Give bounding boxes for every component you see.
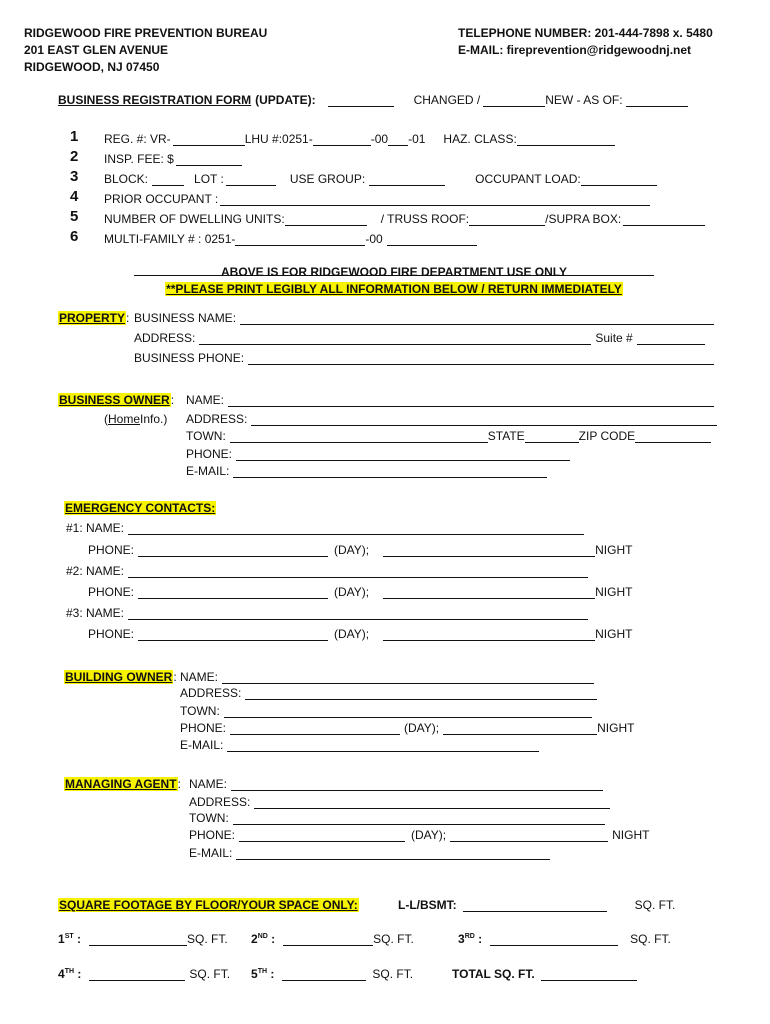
- contact-3-name-row: [66, 606, 588, 620]
- floor-5-sqft: SQ. FT.: [372, 967, 414, 981]
- new-as-of-field[interactable]: [626, 95, 688, 107]
- row-number-5: 5: [70, 208, 79, 225]
- row-number-3: 3: [70, 168, 79, 185]
- managing-agent-heading-row: MANAGING AGENT :: [65, 777, 181, 791]
- truss-roof-field[interactable]: [469, 214, 545, 226]
- row-number-6: 6: [70, 228, 79, 245]
- lhu-00: -00: [370, 132, 389, 146]
- bldg-night-label: NIGHT: [597, 721, 635, 735]
- property-address-field[interactable]: [199, 333, 591, 345]
- use-group-label: USE GROUP:: [289, 172, 366, 186]
- owner-email-row: [186, 464, 547, 478]
- changed-field[interactable]: [483, 95, 545, 107]
- owner-town-row: [186, 429, 711, 443]
- property-heading-row: PROPERTY :: [59, 311, 130, 325]
- multi-family-label: MULTI-FAMILY # : 0251-: [104, 232, 236, 246]
- business-owner-heading-row: BUSINESS OWNER :: [59, 393, 175, 407]
- multi-family-00-field[interactable]: [387, 234, 477, 246]
- bureau-email: E-MAIL: fireprevention@ridgewoodnj.net: [458, 43, 692, 57]
- owner-town-field[interactable]: [230, 431, 488, 443]
- floor-1-sqft: SQ. FT.: [186, 932, 228, 946]
- business-name-field[interactable]: [240, 313, 714, 325]
- agent-night-label: NIGHT: [612, 828, 650, 842]
- floor-3-sqft: SQ. FT.: [630, 932, 671, 946]
- floor-5-row: [251, 967, 413, 981]
- row-number-2: 2: [70, 148, 79, 165]
- bldg-name-row: [180, 670, 594, 684]
- bldg-day-field[interactable]: [230, 723, 400, 735]
- sqft-heading-row: [58, 898, 359, 912]
- sqft-heading: SQUARE FOOTAGE BY FLOOR/YOUR SPACE ONLY:: [59, 898, 358, 912]
- floor-3-label: 3RD :: [458, 932, 483, 946]
- agent-name-row: [189, 777, 603, 791]
- owner-name-label: NAME:: [186, 393, 225, 407]
- floor-2-label: 2ND :: [251, 932, 276, 946]
- lhu-01: -01: [408, 132, 426, 146]
- new-as-of-label: NEW - AS OF:: [545, 93, 623, 107]
- agent-address-row: [189, 795, 610, 809]
- building-owner-heading: BUILDING OWNER: [65, 670, 173, 684]
- agent-name-label: NAME:: [189, 777, 228, 791]
- agent-phone-row: [189, 828, 649, 842]
- lot-field[interactable]: [226, 174, 276, 186]
- suite-field[interactable]: [637, 333, 705, 345]
- owner-state-label: STATE: [487, 429, 525, 443]
- contact-1-name-label: #1: NAME:: [66, 521, 125, 535]
- contact-3-day-label: (DAY);: [334, 627, 370, 641]
- property-address-label: ADDRESS:: [134, 331, 196, 345]
- managing-agent-heading: MANAGING AGENT: [65, 777, 177, 791]
- block-label: BLOCK:: [104, 172, 149, 186]
- floor-1-label: 1ST :: [58, 932, 81, 946]
- owner-phone-field[interactable]: [236, 449, 570, 461]
- reg-label: REG. #: VR-: [104, 132, 171, 146]
- emergency-heading: EMERGENCY CONTACTS:: [65, 501, 216, 515]
- bldg-address-label: ADDRESS:: [180, 686, 242, 700]
- ll-bsmt-field[interactable]: [463, 900, 607, 912]
- total-sqft-field[interactable]: [541, 969, 637, 981]
- bureau-street: 201 EAST GLEN AVENUE: [24, 43, 169, 57]
- ll-bsmt-sqft: SQ. FT.: [634, 898, 676, 912]
- bldg-phone-row: [180, 721, 634, 735]
- business-phone-label: BUSINESS PHONE:: [134, 351, 245, 365]
- contact-2-day-field[interactable]: [138, 587, 328, 599]
- bldg-name-label: NAME:: [180, 670, 219, 684]
- changed-label: CHANGED /: [413, 93, 481, 107]
- floor-4-field[interactable]: [89, 969, 185, 981]
- floor-1-row: [58, 932, 228, 946]
- floor-3-field[interactable]: [490, 934, 618, 946]
- insp-fee-field[interactable]: [176, 154, 242, 166]
- agent-town-row: [189, 811, 605, 825]
- floor-1-field[interactable]: [89, 934, 187, 946]
- owner-name-row: [186, 393, 714, 407]
- bureau-name: RIDGEWOOD FIRE PREVENTION BUREAU: [24, 26, 268, 40]
- supra-box-label: /SUPRA BOX:: [545, 212, 622, 226]
- bldg-town-row: [180, 704, 592, 718]
- bldg-day-label: (DAY);: [404, 721, 440, 735]
- owner-address-field[interactable]: [251, 414, 717, 426]
- haz-class-label: HAZ. CLASS:: [443, 132, 517, 146]
- floor-4-sqft: SQ. FT.: [189, 967, 231, 981]
- contact-2-name-row: [66, 564, 588, 578]
- agent-town-field[interactable]: [233, 813, 605, 825]
- occupant-load-field[interactable]: [581, 174, 657, 186]
- bureau-city: RIDGEWOOD, NJ 07450: [24, 60, 160, 74]
- owner-address-row: [186, 412, 717, 426]
- floor-4-row: [58, 967, 230, 981]
- agent-name-field[interactable]: [231, 779, 603, 791]
- truss-roof-label: / TRUSS ROOF:: [380, 212, 470, 226]
- owner-name-field[interactable]: [228, 395, 714, 407]
- owner-email-field[interactable]: [233, 466, 547, 478]
- bldg-email-field[interactable]: [227, 740, 539, 752]
- ll-bsmt-row: [398, 898, 675, 912]
- business-owner-heading: BUSINESS OWNER: [59, 393, 170, 407]
- bldg-town-label: TOWN:: [180, 704, 220, 718]
- business-phone-row: [134, 351, 714, 365]
- bldg-phone-label: PHONE:: [180, 721, 227, 735]
- floor-2-sqft: SQ. FT.: [373, 932, 414, 946]
- floor-2-field[interactable]: [283, 934, 373, 946]
- building-owner-heading-row: BUILDING OWNER :: [65, 670, 177, 684]
- owner-zip-field[interactable]: [635, 431, 711, 443]
- lhu-00-field[interactable]: [388, 134, 408, 146]
- contact-3-name-field[interactable]: [128, 608, 588, 620]
- agent-town-label: TOWN:: [189, 811, 229, 825]
- contact-1-name-field[interactable]: [128, 523, 584, 535]
- property-heading: PROPERTY: [59, 311, 126, 325]
- contact-2-name-label: #2: NAME:: [66, 564, 125, 578]
- contact-3-phone-row: [88, 627, 632, 641]
- contact-2-night-label: NIGHT: [595, 585, 633, 599]
- insp-row: [104, 152, 242, 166]
- block-row: [104, 172, 657, 186]
- contact-2-name-field[interactable]: [128, 566, 588, 578]
- bureau-phone: TELEPHONE NUMBER: 201-444-7898 x. 5480: [458, 26, 713, 40]
- row-number-4: 4: [70, 188, 79, 205]
- suite-label: Suite #: [595, 331, 633, 345]
- prior-occupant-field[interactable]: [220, 194, 650, 206]
- reg-field[interactable]: [173, 134, 245, 146]
- contact-3-night-label: NIGHT: [595, 627, 633, 641]
- contact-2-phone-row: [88, 585, 632, 599]
- bldg-town-field[interactable]: [224, 706, 592, 718]
- row-number-1: 1: [70, 128, 79, 145]
- agent-email-label: E-MAIL:: [189, 846, 233, 860]
- dwelling-units-label: NUMBER OF DWELLING UNITS:: [104, 212, 285, 226]
- bldg-email-label: E-MAIL:: [180, 738, 224, 752]
- total-sqft-label: TOTAL SQ. FT.: [452, 967, 535, 981]
- form-title-update: (UPDATE):: [255, 93, 316, 107]
- lot-label: LOT :: [194, 172, 224, 186]
- contact-3-name-label: #3: NAME:: [66, 606, 125, 620]
- bldg-address-field[interactable]: [245, 688, 597, 700]
- property-address-row: [134, 331, 705, 345]
- floor-2-row: [251, 932, 414, 946]
- home-info-home: Home: [108, 412, 141, 426]
- form-title: BUSINESS REGISTRATION FORM: [58, 93, 252, 107]
- insp-fee-label: INSP. FEE: $: [104, 152, 174, 166]
- print-legibly-notice: [134, 282, 654, 296]
- home-info-rest: Info.): [140, 412, 168, 426]
- owner-town-label: TOWN:: [186, 429, 226, 443]
- prior-row: [104, 192, 650, 206]
- haz-class-field[interactable]: [517, 134, 615, 146]
- agent-address-field[interactable]: [254, 797, 610, 809]
- print-legibly-text: **PLEASE PRINT LEGIBLY ALL INFORMATION BELOW / RETURN IMMEDIATELY: [166, 282, 622, 296]
- contact-1-day-field[interactable]: [138, 545, 328, 557]
- bldg-name-field[interactable]: [222, 672, 594, 684]
- agent-phone-label: PHONE:: [189, 828, 236, 842]
- floor-5-label: 5TH :: [251, 967, 275, 981]
- lhu-label: LHU #:0251-: [244, 132, 313, 146]
- form-title-row: [58, 93, 688, 107]
- home-info-row: [104, 412, 167, 426]
- bldg-night-field[interactable]: [443, 723, 597, 735]
- contact-3-night-field[interactable]: [383, 629, 595, 641]
- supra-box-field[interactable]: [623, 214, 705, 226]
- owner-phone-row: [186, 447, 570, 461]
- contact-1-phone-row: [88, 543, 632, 557]
- total-row: [452, 967, 637, 981]
- contact-1-night-label: NIGHT: [595, 543, 633, 557]
- agent-email-field[interactable]: [236, 848, 550, 860]
- prior-occupant-label: PRIOR OCCUPANT :: [104, 192, 219, 206]
- emergency-heading-wrap: [64, 501, 216, 515]
- owner-zip-label: ZIP CODE: [578, 429, 636, 443]
- contact-1-night-field[interactable]: [383, 545, 595, 557]
- agent-day-label: (DAY);: [411, 828, 447, 842]
- agent-address-label: ADDRESS:: [189, 795, 251, 809]
- contact-3-phone-label: PHONE:: [88, 627, 135, 641]
- floor-4-label: 4TH :: [58, 967, 82, 981]
- business-name-label: BUSINESS NAME:: [134, 311, 237, 325]
- dept-use-notice: ABOVE IS FOR RIDGEWOOD FIRE DEPARTMENT USE ONLY: [220, 265, 568, 279]
- contact-2-phone-label: PHONE:: [88, 585, 135, 599]
- contact-1-name-row: [66, 521, 584, 535]
- contact-3-day-field[interactable]: [138, 629, 328, 641]
- agent-email-row: [189, 846, 550, 860]
- agent-night-field[interactable]: [450, 830, 608, 842]
- use-group-field[interactable]: [369, 174, 445, 186]
- business-name-row: [134, 311, 714, 325]
- contact-1-day-label: (DAY);: [334, 543, 370, 557]
- multi-family-00: -00: [365, 232, 383, 246]
- contact-2-night-field[interactable]: [383, 587, 595, 599]
- bldg-email-row: [180, 738, 539, 752]
- block-field[interactable]: [152, 174, 184, 186]
- owner-phone-label: PHONE:: [186, 447, 233, 461]
- bldg-address-row: [180, 686, 597, 700]
- agent-day-field[interactable]: [239, 830, 405, 842]
- business-phone-field[interactable]: [248, 353, 714, 365]
- reg-row: [104, 132, 615, 146]
- floor-5-field[interactable]: [282, 969, 366, 981]
- occupant-load-label: OCCUPANT LOAD:: [475, 172, 581, 186]
- home-info-open: (: [104, 412, 108, 426]
- dwelling-row: [104, 212, 705, 226]
- floor-3-row: [458, 932, 671, 946]
- owner-address-label: ADDRESS:: [186, 412, 248, 426]
- contact-1-phone-label: PHONE:: [88, 543, 135, 557]
- lhu-field[interactable]: [313, 134, 371, 146]
- multi-row: [104, 232, 477, 246]
- owner-email-label: E-MAIL:: [186, 464, 230, 478]
- owner-state-field[interactable]: [525, 431, 579, 443]
- multi-family-field[interactable]: [235, 234, 365, 246]
- dwelling-units-field[interactable]: [285, 214, 367, 226]
- ll-bsmt-label: L-L/BSMT:: [398, 898, 457, 912]
- update-field[interactable]: [328, 95, 394, 107]
- contact-2-day-label: (DAY);: [334, 585, 370, 599]
